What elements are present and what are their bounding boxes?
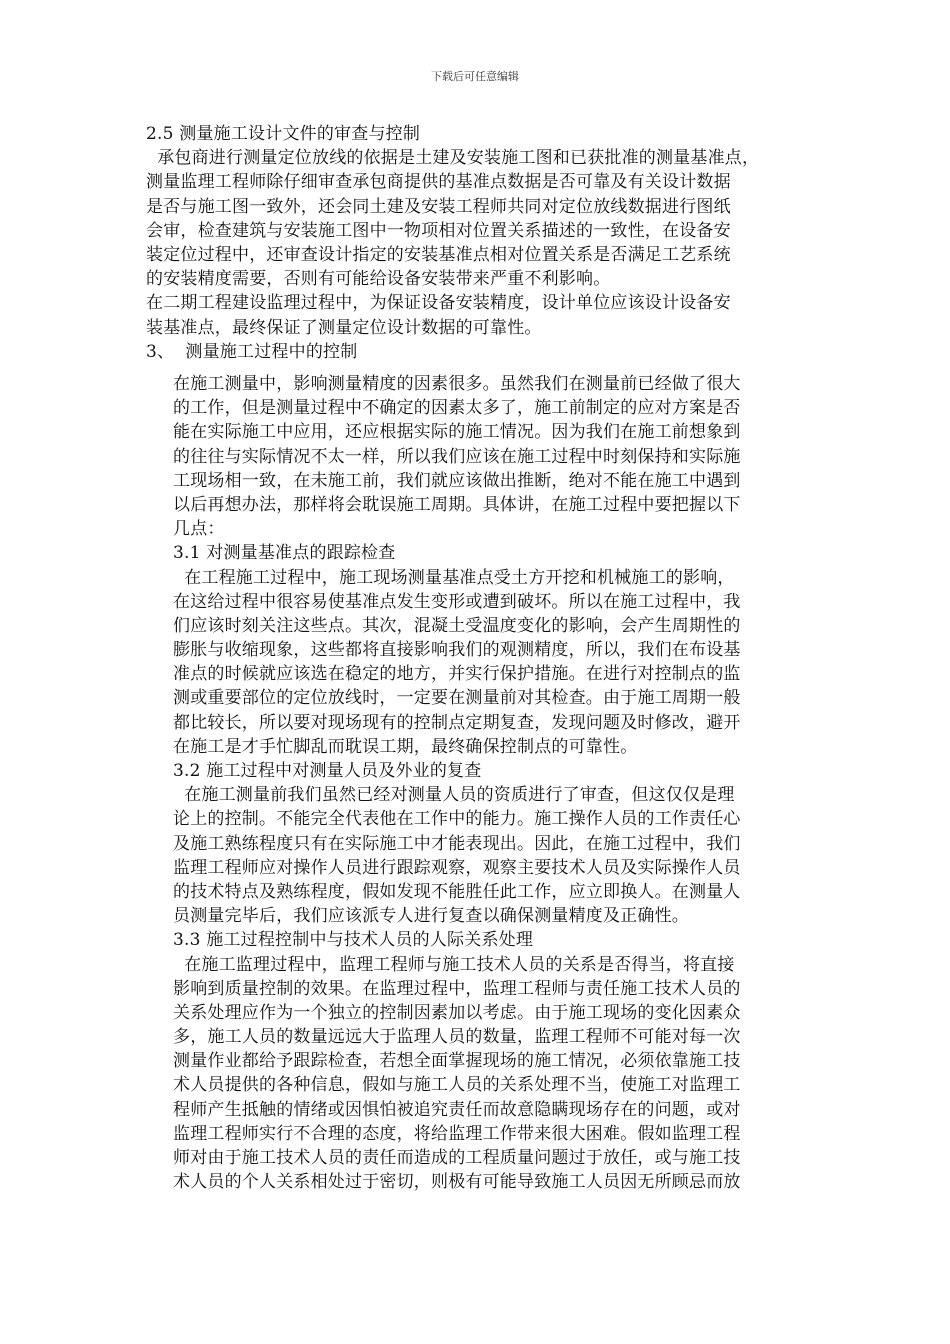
body-text-section-3 [173, 372, 741, 1194]
text-line: 的工作，但是测量过程中不确定的因素太多了，施工前制定的应对方案是否 [173, 398, 741, 419]
text-line: 关系处理应作为一个独立的控制因素加以考虑。由于施工现场的变化因素众 [173, 1002, 741, 1023]
text-line: 装基准点，最终保证了测量定位设计数据的可靠性。 [146, 317, 542, 338]
text-line: 以后再想办法，那样将会耽误施工周期。具体讲，在施工过程中要把握以下 [173, 494, 741, 515]
text-line: 膨胀与收缩现象，这些都将直接影响我们的观测精度，所以，我们在布设基 [173, 640, 741, 661]
text-line: 多，施工人员的数量远远大于监理人员的数量，监理工程师不可能对每一次 [173, 1027, 741, 1048]
text-line: 程师产生抵触的情绪或因惧怕被追究责任而故意隐瞒现场存在的问题，或对 [173, 1099, 741, 1120]
text-line: 3、 测量施工过程中的控制 [146, 341, 358, 362]
text-line: 能在实际施工中应用，还应根据实际的施工情况。因为我们在施工前想象到 [173, 422, 741, 443]
text-line: 会审，检查建筑与安装施工图中一物项相对位置关系描述的一致性，在设备安 [146, 220, 731, 241]
text-line: 装定位过程中，还审查设计指定的安装基准点相对位置关系是否满足工艺系统 [146, 244, 731, 265]
text-line: 承包商进行测量定位放线的依据是土建及安装施工图和已获批准的测量基准点， [146, 148, 760, 169]
text-line: 几点： [173, 519, 225, 540]
text-line: 工现场相一致，在未施工前，我们就应该做出推断，绝对不能在施工中遇到 [173, 470, 741, 491]
text-line: 们应该时刻关注这些点。其次，混凝土受温度变化的影响，会产生周期性的 [173, 615, 741, 636]
text-line: 准点的时候就应该选在稳定的地方，并实行保护措施。在进行对控制点的监 [173, 664, 741, 685]
text-line: 3.1 对测量基准点的跟踪检查 [173, 543, 396, 564]
text-line: 测量作业都给予跟踪检查，若想全面掌握现场的施工情况，必须依靠施工技 [173, 1051, 741, 1072]
text-line: 在工程施工过程中，施工现场测量基准点受土方开挖和机械施工的影响， [173, 567, 735, 588]
text-line: 3.3 施工过程控制中与技术人员的人际关系处理 [173, 930, 534, 951]
text-line: 在施工测量中，影响测量精度的因素很多。虽然我们在测量前已经做了很大 [173, 374, 741, 394]
text-line: 术人员提供的各种信息，假如与施工人员的关系处理不当，使施工对监理工 [173, 1075, 741, 1096]
body-text-section-2-5 [146, 122, 759, 364]
text-line: 的安装精度需要，否则有可能给设备安装带来严重不利影响。 [146, 269, 611, 290]
text-line: 是否与施工图一致外，还会同土建及安装工程师共同对定位放线数据进行图纸 [146, 196, 731, 217]
text-line: 及施工熟练程度只有在实际施工中才能表现出。因此，在施工过程中，我们 [173, 833, 741, 854]
text-line: 在施工是才手忙脚乱而耽误工期，最终确保控制点的可靠性。 [173, 736, 638, 757]
text-line: 测或重要部位的定位放线时，一定要在测量前对其检查。由于施工周期一般 [173, 688, 741, 709]
text-line: 员测量完毕后，我们应该派专人进行复查以确保测量精度及正确性。 [173, 906, 689, 927]
text-line: 在施工监理过程中，监理工程师与施工技术人员的关系是否得当，将直接 [173, 954, 735, 975]
text-line: 影响到质量控制的效果。在监理过程中，监理工程师与责任施工技术人员的 [173, 978, 741, 999]
text-line: 2.5 测量施工设计文件的审查与控制 [146, 124, 421, 144]
text-line: 3.2 施工过程中对测量人员及外业的复查 [173, 761, 482, 781]
page-header: 下载后可任意编辑 [431, 70, 519, 83]
text-line: 的往往与实际情况不太一样，所以我们应该在施工过程中时刻保持和实际施 [173, 446, 741, 467]
text-line: 都比较长，所以要对现场现有的控制点定期复查，发现问题及时修改，避开 [173, 712, 741, 733]
text-line: 师对由于施工技术人员的责任而造成的工程质量问题过于放任，或与施工技 [173, 1148, 741, 1168]
text-line: 监理工程师实行不合理的态度，将给监理工作带来很大困难。假如监理工程 [173, 1123, 741, 1144]
text-line: 在施工测量前我们虽然已经对测量人员的资质进行了审查，但这仅仅是理 [173, 785, 735, 806]
text-line: 论上的控制。不能完全代表他在工作中的能力。施工操作人员的工作责任心 [173, 809, 741, 830]
text-line: 在这给过程中很容易使基准点发生变形或遭到破坏。所以在施工过程中，我 [173, 591, 741, 612]
text-line: 术人员的个人关系相处过于密切，则极有可能导致施工人员因无所顾忌而放 [173, 1172, 741, 1193]
text-line: 测量监理工程师除仔细审查承包商提供的基准点数据是否可靠及有关设计数据 [146, 172, 731, 193]
text-line: 的技术特点及熟练程度，假如发现不能胜任此工作，应立即换人。在测量人 [173, 881, 741, 902]
text-line: 在二期工程建设监理过程中，为保证设备安装精度，设计单位应该设计设备安 [146, 293, 731, 314]
text-line: 监理工程师应对操作人员进行跟踪观察，观察主要技术人员及实际操作人员 [173, 857, 741, 878]
